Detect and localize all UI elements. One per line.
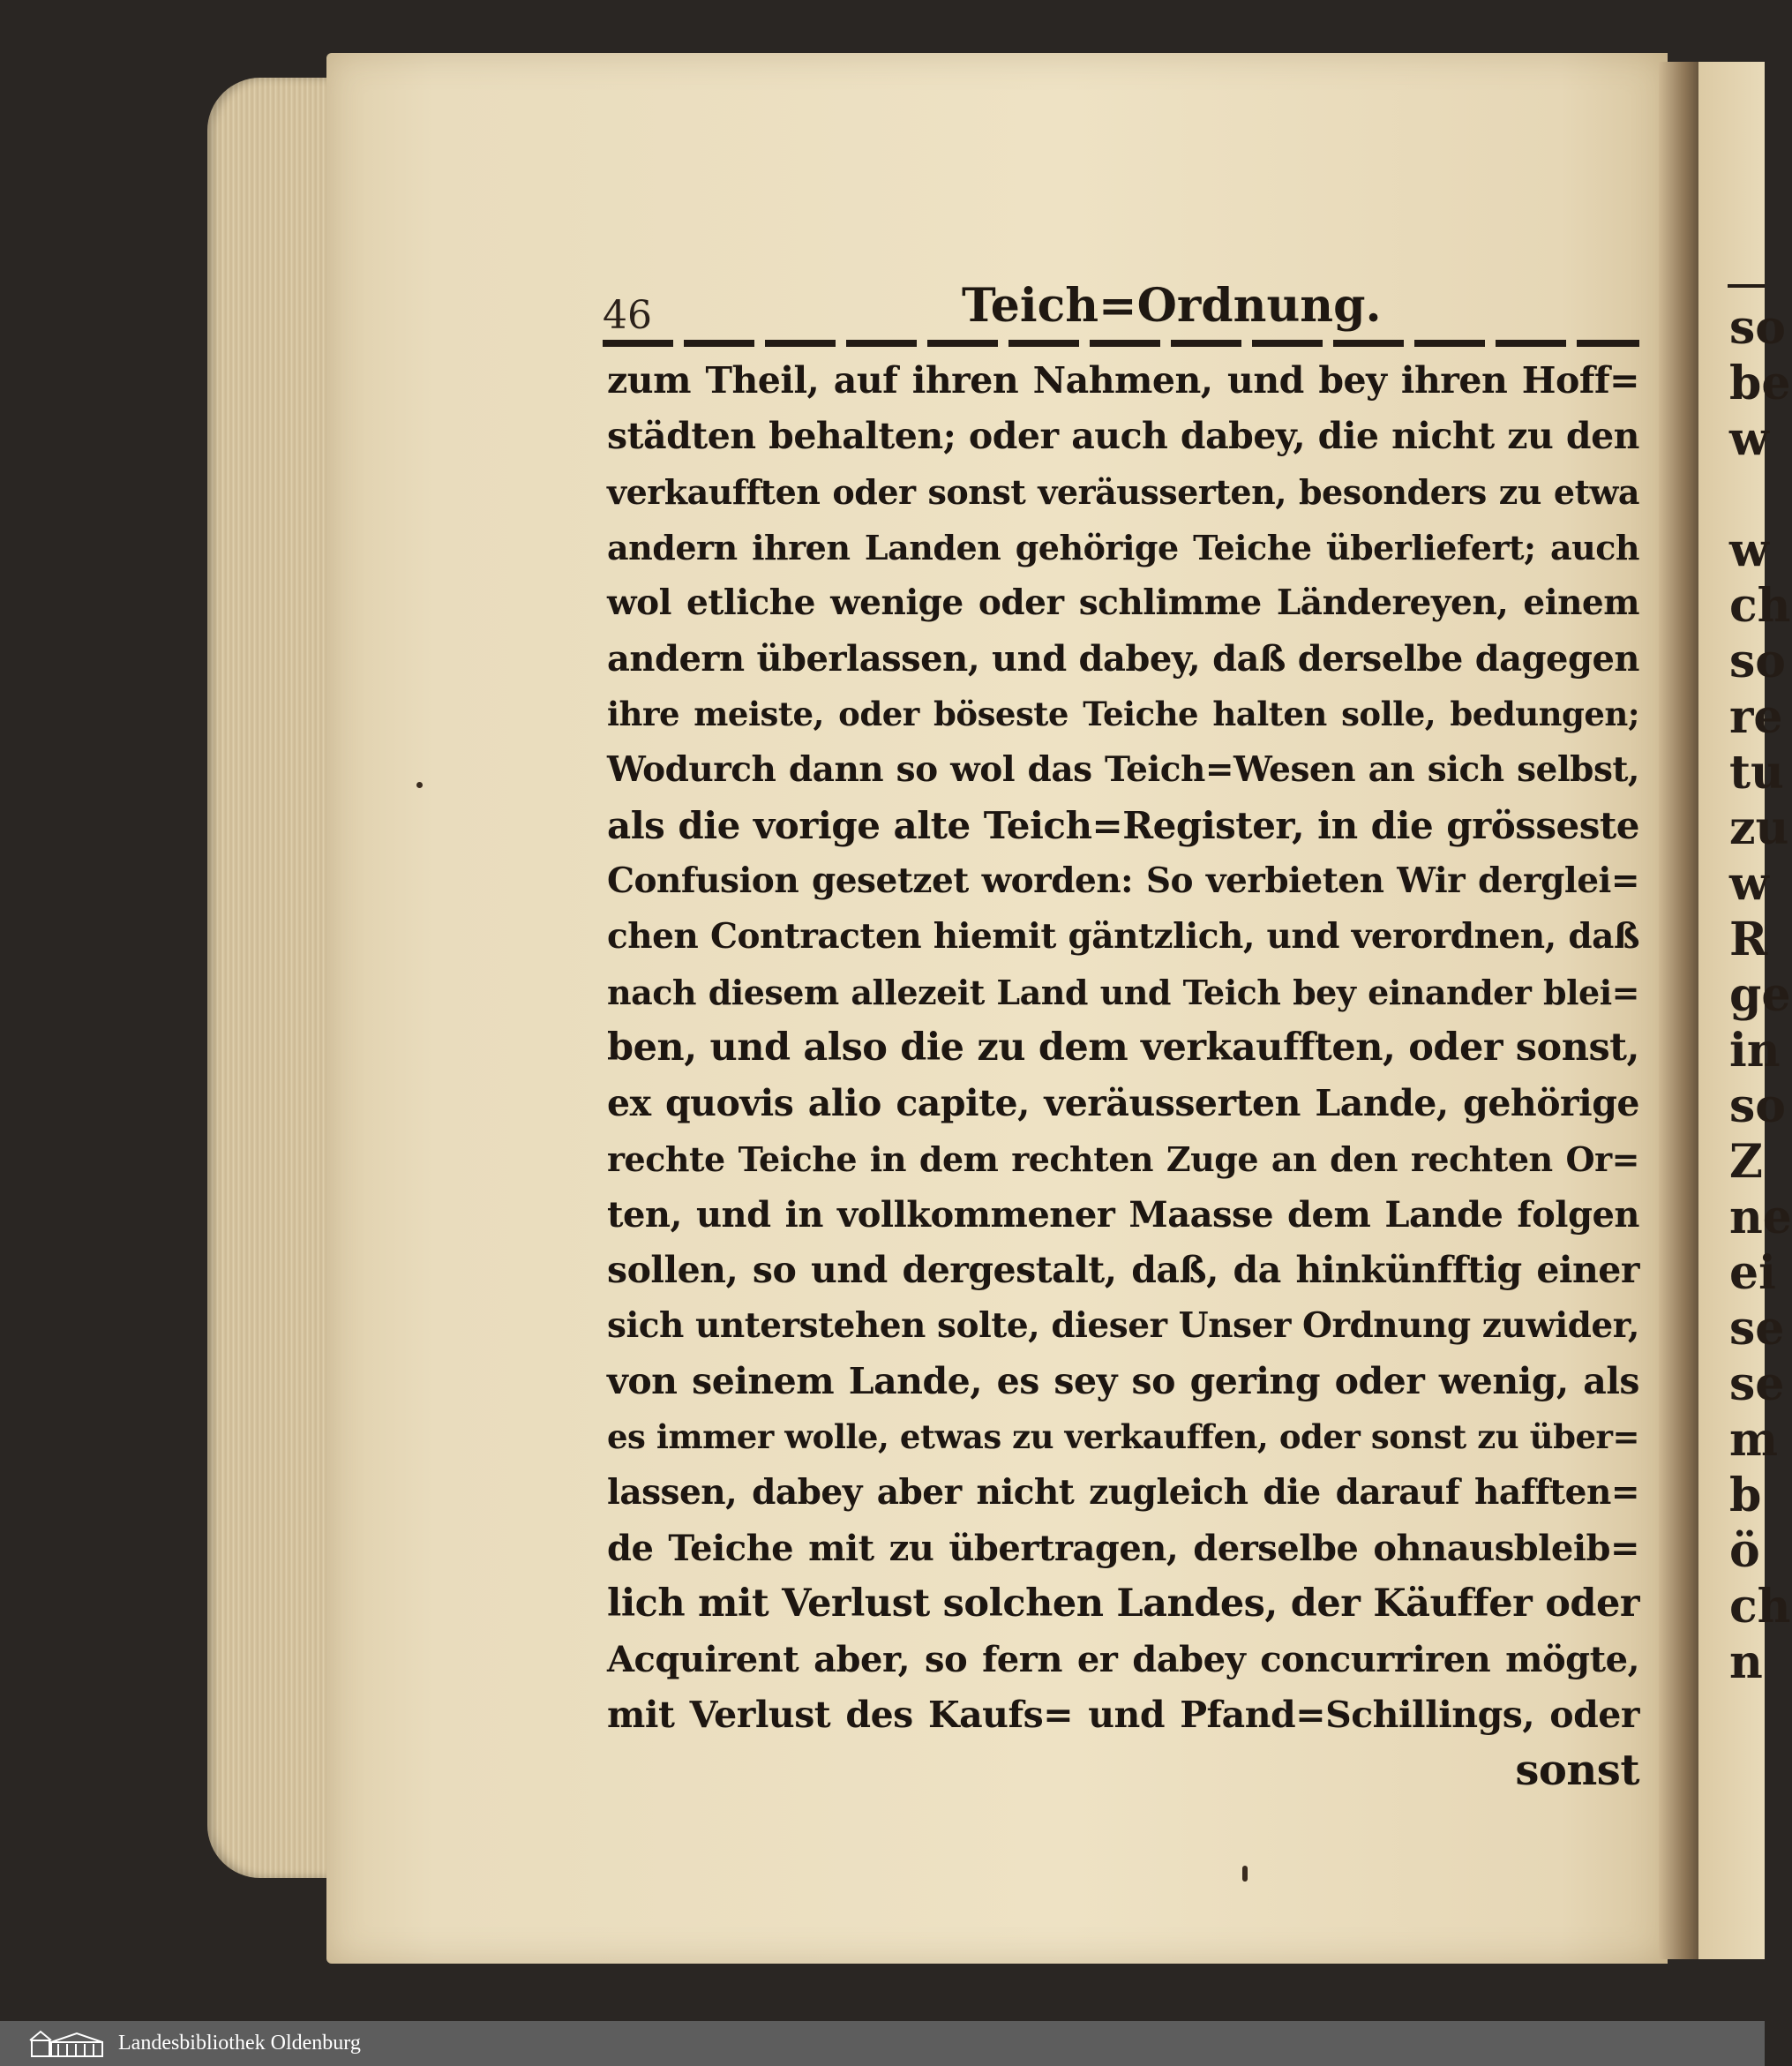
text-line: lassen, dabey aber nicht zugleich die darauf hafften= [607, 1472, 1639, 1513]
text-line: mit Verlust des Kaufs= und Pfand=Schillings, oder [607, 1694, 1639, 1736]
text-line: andern überlassen, und dabey, daß derselbe dagegen [607, 638, 1639, 680]
next-page-fragment: Z [1729, 1135, 1763, 1189]
next-page-fragment: se [1729, 1302, 1785, 1356]
next-page-fragment: tu [1729, 746, 1784, 800]
text-line: als die vorige alte Teich=Register, in die grösseste [607, 804, 1639, 847]
next-page-fragment: ne [1729, 1191, 1792, 1244]
next-page-fragment: n [1729, 1635, 1763, 1689]
text-line: es immer wolle, etwas zu verkauffen, oder sonst zu über= [607, 1417, 1639, 1456]
text-line: ex quovis alio capite, veräusserten Lande, gehörige [607, 1082, 1639, 1124]
next-page-fragment: se [1729, 1357, 1785, 1411]
text-line: andern ihren Landen gehörige Teiche überliefert; auch [607, 528, 1639, 567]
next-page-fragment: b [1729, 1469, 1762, 1522]
text-line: chen Contracten hiemit gäntzlich, und verordnen, daß [607, 916, 1639, 957]
text-line: rechte Teiche in dem rechten Zuge an den rechten Or= [607, 1139, 1639, 1179]
next-page-fragment: w [1729, 857, 1769, 911]
next-page-fragment: in [1729, 1024, 1781, 1078]
text-line: de Teiche mit zu übertragen, derselbe ohnausbleib= [607, 1528, 1639, 1569]
next-page-rule [1728, 284, 1765, 288]
text-line: Acquirent aber, so fern er dabey concurriren mögte, [607, 1639, 1639, 1680]
next-page-fragment: w [1729, 523, 1769, 577]
header-rule [603, 340, 1639, 347]
text-line: lich mit Verlust solchen Landes, der Käuffer oder [607, 1581, 1639, 1626]
next-page-fragment: ch [1729, 1580, 1791, 1634]
library-building-icon [26, 2028, 106, 2058]
next-page-fragment: ch [1729, 579, 1791, 633]
next-page-fragment: re [1729, 690, 1783, 744]
text-line: ben, und also die zu dem verkaufften, oder sonst, [607, 1025, 1639, 1070]
next-page-fragment [1729, 467, 1765, 522]
next-page-fragment: so [1729, 301, 1786, 355]
text-line: Wodurch dann so wol das Teich=Wesen an sich selbst, [607, 749, 1639, 790]
ink-speck [416, 782, 423, 788]
next-page-fragments [1729, 300, 1792, 1690]
text-line: sollen, so und dergestalt, daß, da hinkünfftig einer [607, 1249, 1639, 1291]
text-line: verkaufften oder sonst veräusserten, besonders zu etwa [607, 472, 1639, 512]
text-line: nach diesem allezeit Land und Teich bey einander blei= [607, 973, 1639, 1012]
next-page-fragment: ö [1729, 1524, 1760, 1578]
catchword: sonst [1515, 1746, 1639, 1795]
next-page-fragment: so [1729, 1079, 1786, 1133]
text-line: von seinem Lande, es sey so gering oder wenig, als [607, 1360, 1639, 1402]
next-page-fragment: ge [1729, 968, 1791, 1022]
next-page-fragment: w [1729, 412, 1769, 466]
text-line: sich unterstehen solte, dieser Unser Ordnung zuwider, [607, 1305, 1639, 1346]
footer-institution: Landesbibliothek Oldenburg [118, 2032, 361, 2055]
next-page-fragment: zu [1729, 801, 1789, 855]
next-page-fragment: ei [1729, 1246, 1776, 1300]
next-page-fragment: m [1729, 1413, 1779, 1467]
text-line: städten behalten; oder auch dabey, die nicht zu den [607, 415, 1639, 457]
ink-speck [1242, 1866, 1248, 1882]
next-page-fragment: so [1729, 635, 1786, 688]
page-number: 46 [603, 293, 652, 338]
next-page-fragment: R [1729, 913, 1768, 966]
book-gutter [1659, 62, 1703, 1959]
body-text [607, 353, 1639, 1799]
text-line: ihre meiste, oder böseste Teiche halten solle, bedungen; [607, 695, 1639, 733]
running-head: Teich=Ordnung. [962, 279, 1382, 333]
next-page-fragment: be [1729, 357, 1791, 410]
text-line: wol etliche wenige oder schlimme Ländereyen, einem [607, 582, 1639, 623]
text-line: Confusion gesetzet worden: So verbieten Wir derglei= [607, 860, 1639, 901]
footer-bar [0, 2021, 1765, 2066]
text-line: ten, und in vollkommener Maasse dem Lande folgen [607, 1194, 1639, 1236]
text-line: zum Theil, auf ihren Nahmen, und bey ihren Hoff= [607, 359, 1639, 402]
